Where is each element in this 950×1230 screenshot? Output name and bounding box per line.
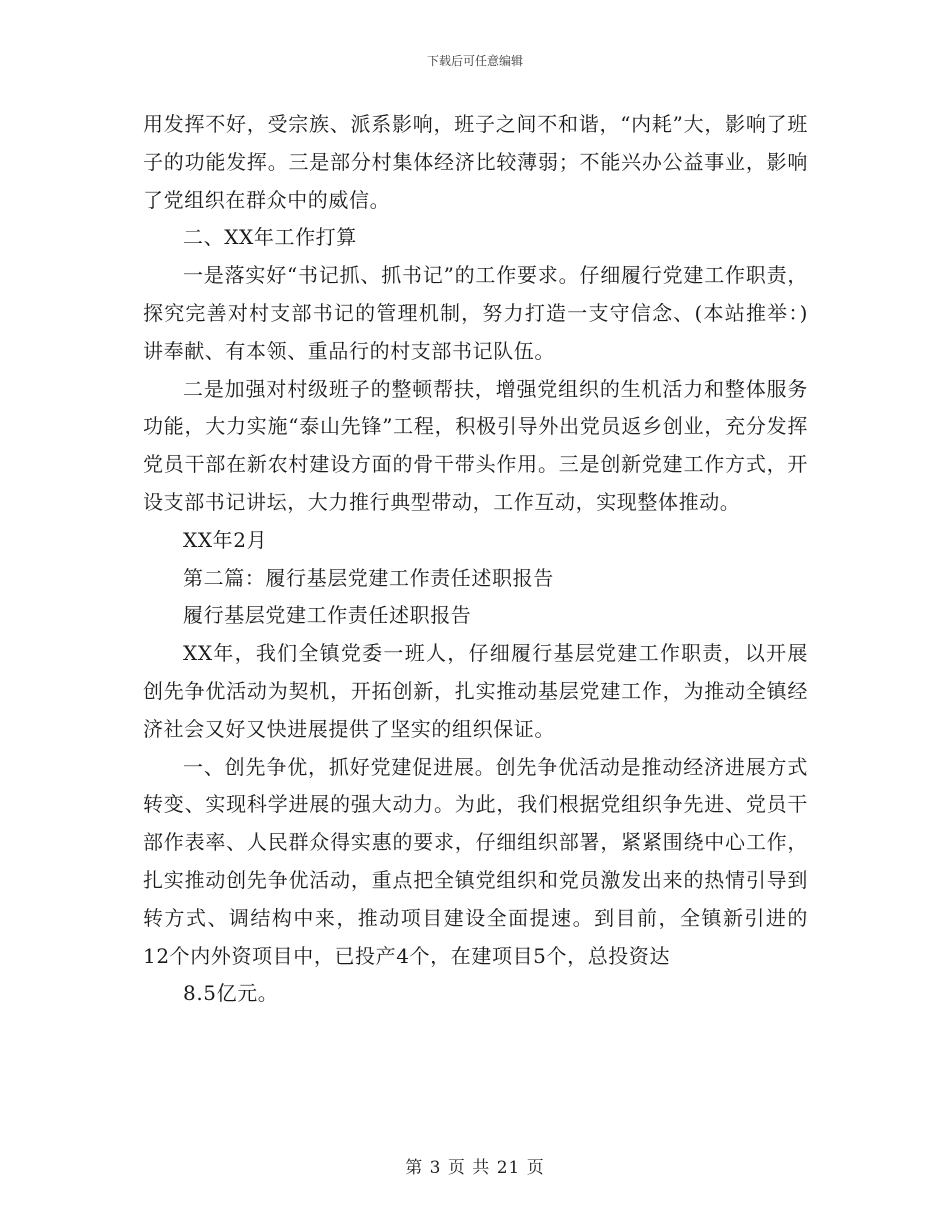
date-line: XX年2月 xyxy=(183,527,268,552)
report-title: 履行基层党建工作责任述职报告 xyxy=(183,603,472,628)
paragraph: 一、创先争优，抓好党建促进展。创先争优活动是推动经济进展方式转变、实现科学进展的强大动力。为此，我们根据党组织争先进、党员干部作表率、人民群众得实惠的要求，仔细组织部署，紧紧围绕中心工作，扎实推动创先争优活动，重点把全镇党组织和党员激发出来的热情引导到转方式、调结构中来，推动项目建设全面提速。到目前，全镇新引进的12个内外资项目中，已投产4个，在建项目5个，总投资达 xyxy=(143,754,808,968)
page-header: 下载后可任意编辑 xyxy=(426,54,523,68)
paragraph: XX年，我们全镇党委一班人，仔细履行基层党建工作职责，以开展创先争优活动为契机，开拓创新，扎实推动基层党建工作，为推动全镇经济社会又好又快进展提供了坚实的组织保证。 xyxy=(143,641,808,741)
paragraph: 一是落实好“书记抓、抓书记”的工作要求。仔细履行党建工作职责，探究完善对村支部书记的管理机制，努力打造一支守信念、(本站推举：)讲奉献、有本领、重品行的村支部书记队伍。 xyxy=(143,263,808,363)
paragraph: 8.5亿元。 xyxy=(183,981,279,1006)
document-body xyxy=(143,106,808,1013)
page-number-footer: 第 3 页 共 21 页 xyxy=(405,1158,545,1178)
paragraph: 二是加强对村级班子的整顿帮扶，增强党组织的生机活力和整体服务功能，大力实施“泰山先锋”工程，积极引导外出党员返乡创业，充分发挥党员干部在新农村建设方面的骨干带头作用。三是创新党建工作方式，开设支部书记讲坛，大力推行典型带动，工作互动，实现整体推动。 xyxy=(143,376,808,514)
section-heading: 二、XX年工作打算 xyxy=(183,225,357,250)
paragraph: 用发挥不好，受宗族、派系影响，班子之间不和谐，“内耗”大，影响了班子的功能发挥。三是部分村集体经济比较薄弱；不能兴办公益事业，影响了党组织在群众中的威信。 xyxy=(143,112,808,212)
chapter-heading: 第二篇：履行基层党建工作责任述职报告 xyxy=(183,565,554,590)
